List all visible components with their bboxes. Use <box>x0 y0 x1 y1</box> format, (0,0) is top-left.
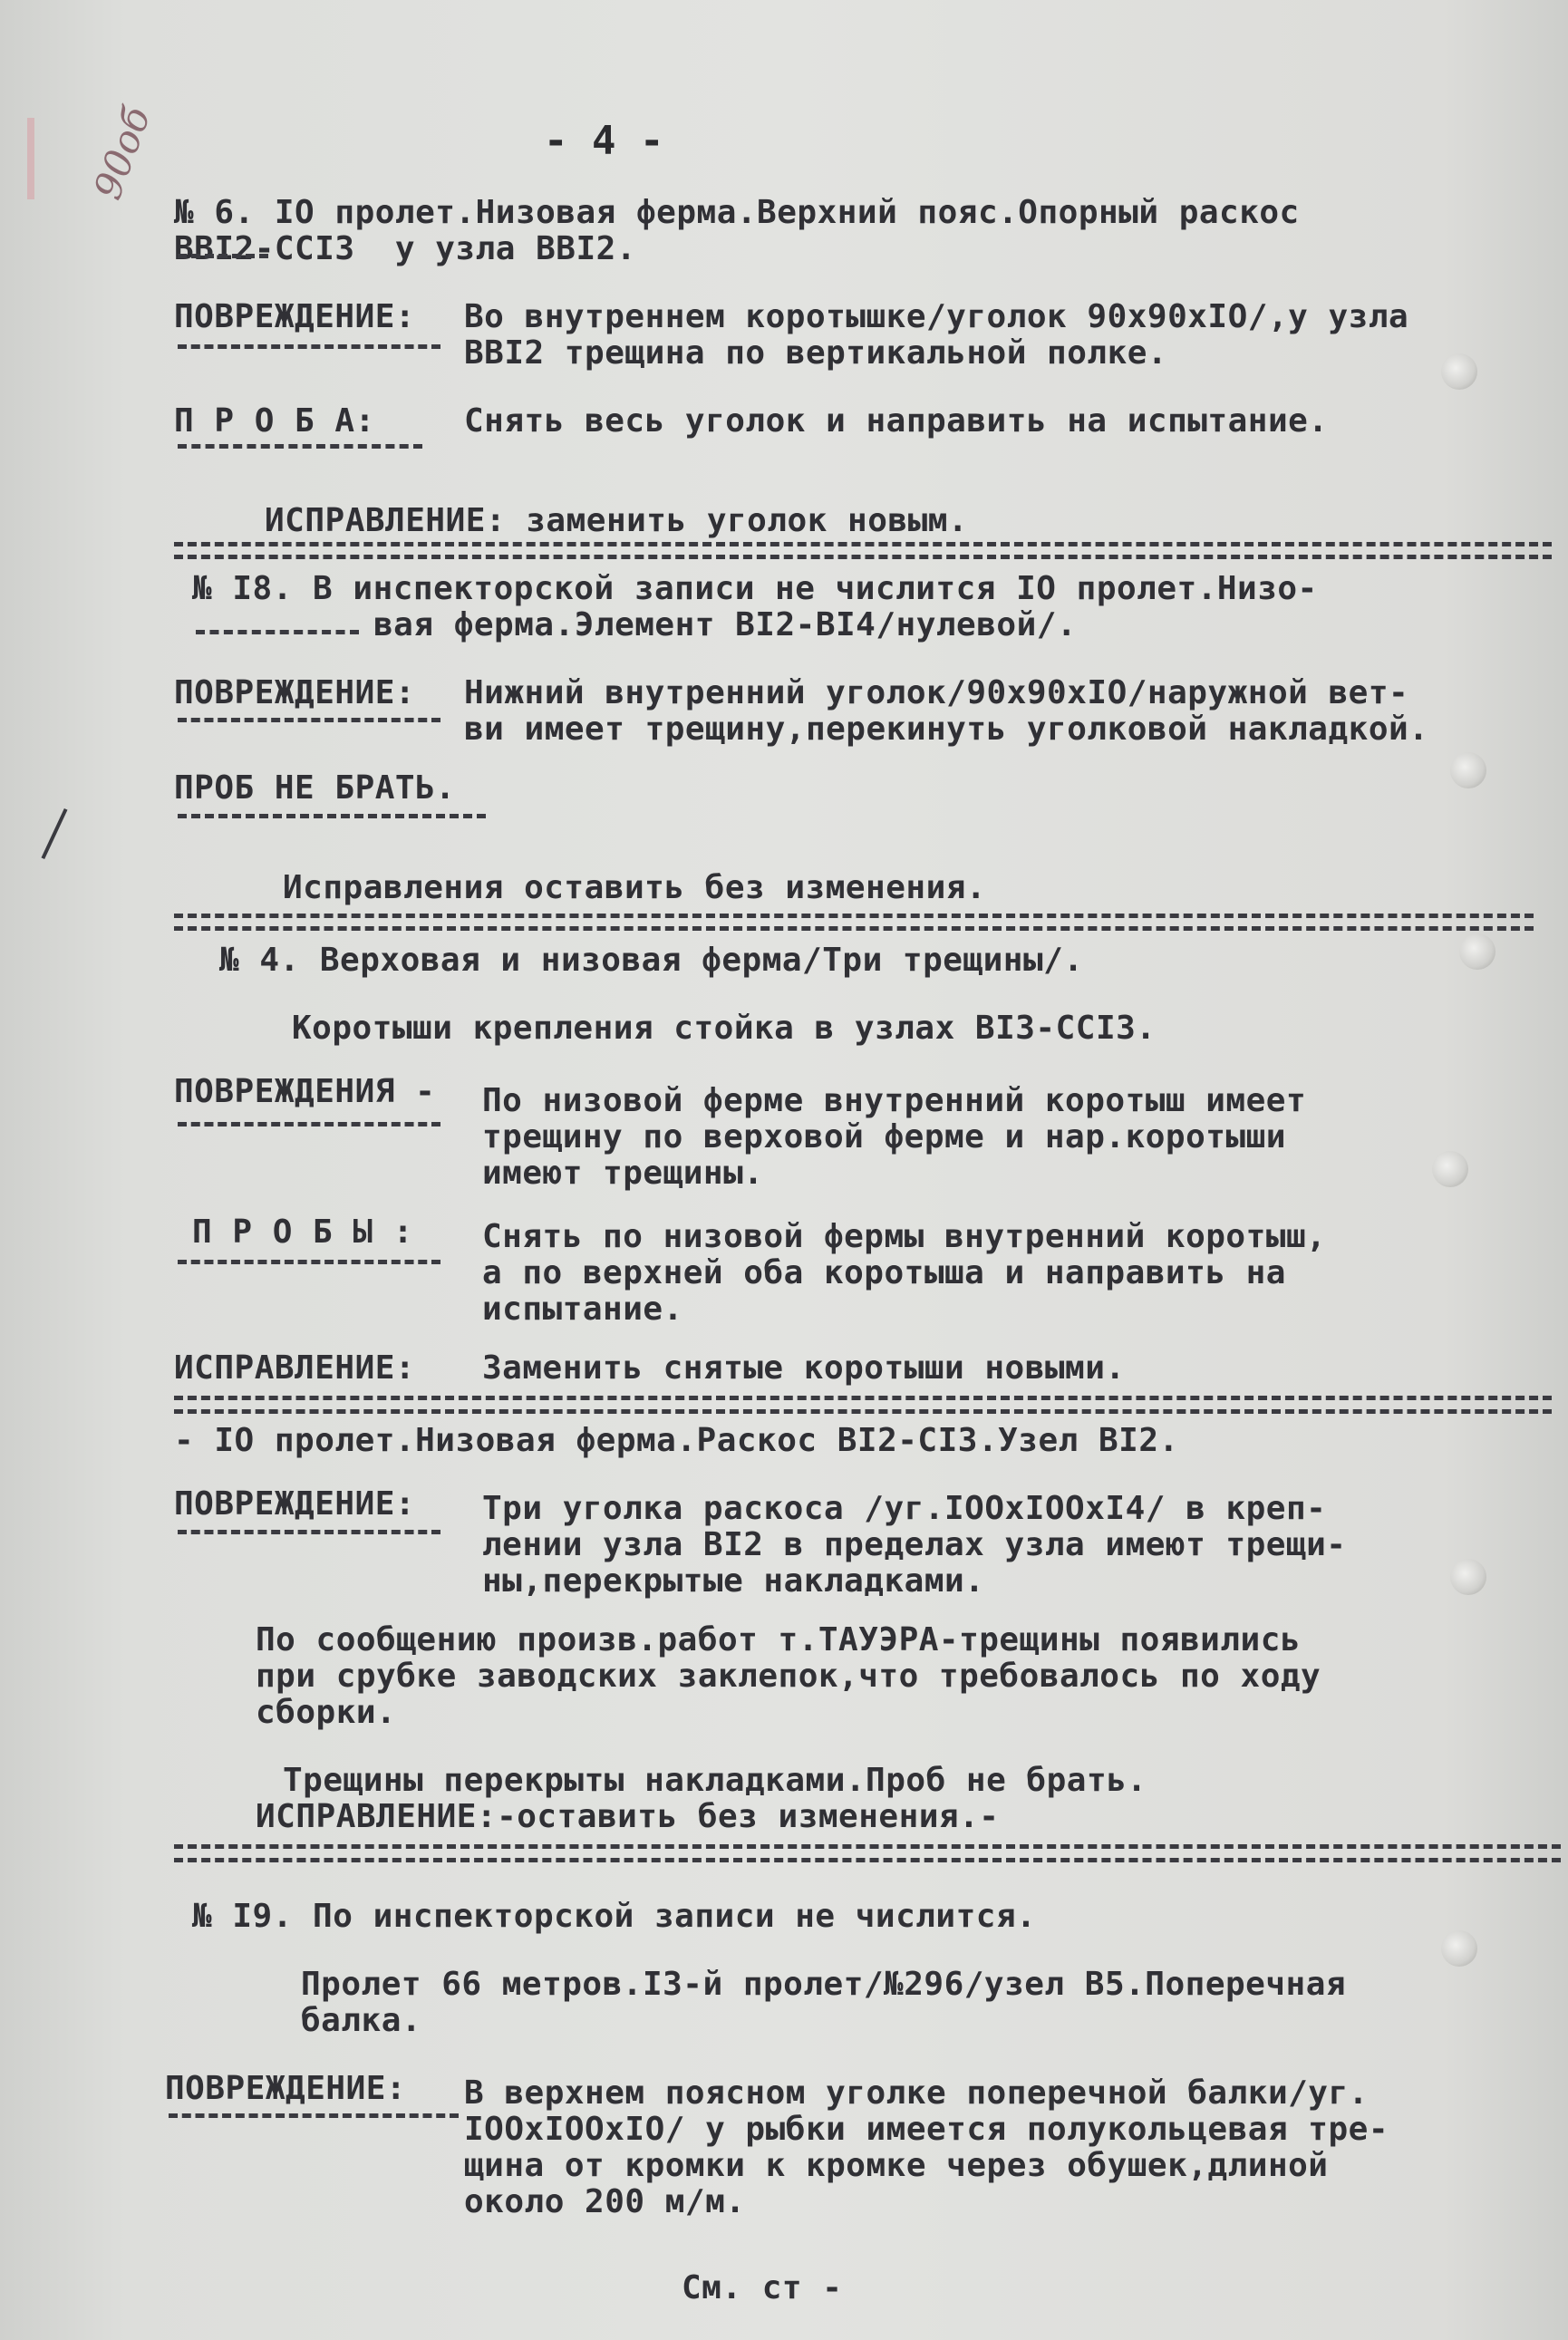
sec6-probe-1: Снять весь уголок и направить на испытание. <box>464 402 1329 440</box>
section-divider <box>174 926 1534 931</box>
sec4-damage-1: По низовой ферме внутренний коротыш имеет <box>482 1082 1307 1119</box>
sec19-damage-3: щина от кромки к кромке через обушек,длиной <box>464 2147 1329 2184</box>
sec19-header: № I9. По инспекторской записи не числится. <box>192 1898 1037 1935</box>
sec6-fix: ИСПРАВЛЕНИЕ: заменить уголок новым. <box>265 502 969 539</box>
sec4-subheader: Коротыши крепления стойка в узлах ВI3-ССI3. <box>292 1010 1157 1047</box>
punch-hole <box>1432 1151 1468 1187</box>
margin-note <box>73 91 181 218</box>
sec4-fix: Заменить снятые коротыши новыми. <box>482 1349 1126 1387</box>
sec18-fix: Исправления оставить без изменения. <box>283 869 987 906</box>
underline <box>178 254 268 258</box>
section-divider <box>174 1396 1552 1400</box>
sec4-probe-label: П Р О Б Ы : <box>192 1214 413 1251</box>
sec18-header-1: № I8. В инспекторской записи не числится IO пролет.Низо- <box>192 570 1318 607</box>
sec-io-damage-3: ны,перекрытые накладками. <box>482 1562 985 1600</box>
sec4-probe-1: Снять по низовой фермы внутренний коротыш, <box>482 1218 1327 1255</box>
sec6-probe-label: П Р О Б А: <box>174 402 375 440</box>
section-divider <box>174 1858 1561 1862</box>
sec-io-fix: ИСПРАВЛЕНИЕ:-оставить без изменения.- <box>256 1798 1000 1835</box>
sec6-damage-2: ВВI2 трещина по вертикальной полке. <box>464 334 1168 372</box>
punch-hole <box>1459 933 1495 970</box>
svg-text:90об: 90об <box>84 101 160 206</box>
pencil-tick-mark <box>42 808 68 859</box>
sec4-damage-2: трещину по верховой ферме и нар.коротыши <box>482 1118 1286 1155</box>
sec-io-note-2: при срубке заводских заклепок,что требовалось по ходу <box>256 1658 1321 1695</box>
section-divider <box>174 1844 1561 1849</box>
sec-io-covered: Трещины перекрыты накладками.Проб не брать. <box>283 1762 1147 1799</box>
sec19-damage-4: около 200 м/м. <box>464 2183 746 2220</box>
underline <box>178 1260 440 1264</box>
sec18-no-probe: ПРОБ НЕ БРАТЬ. <box>174 769 456 807</box>
punch-hole <box>1441 353 1477 390</box>
sec4-fix-label: ИСПРАВЛЕНИЕ: <box>174 1349 416 1387</box>
sec-io-damage-1: Три уголка раскоса /уг.IOOхIOOхI4/ в креп- <box>482 1490 1327 1527</box>
sec4-probe-3: испытание. <box>482 1291 683 1328</box>
sec-io-note-3: сборки. <box>256 1694 397 1731</box>
underline <box>178 814 486 818</box>
underline <box>178 1530 440 1534</box>
punch-hole <box>1441 1930 1477 1967</box>
sec18-damage-2: ви имеет трещину,перекинуть уголковой накладкой. <box>464 711 1429 748</box>
sec6-header-1: № 6. IO пролет.Низовая ферма.Верхний пояс.Опорный раскос <box>174 194 1300 231</box>
section-divider <box>174 1409 1552 1414</box>
sec19-sub-1: Пролет 66 метров.I3-й пролет/№296/узел В5.Поперечная <box>301 1966 1347 2003</box>
sec4-damage-label: ПОВРЕЖДЕНИЯ - <box>174 1073 436 1110</box>
section-divider <box>174 914 1534 918</box>
punch-hole <box>1450 752 1486 788</box>
underline <box>169 2113 459 2118</box>
sec-io-damage-2: лении узла ВI2 в пределах узла имеют трещи- <box>482 1526 1347 1563</box>
sec19-damage-label: ПОВРЕЖДЕНИЕ: <box>165 2070 407 2107</box>
sec-io-damage-label: ПОВРЕЖДЕНИЕ: <box>174 1485 416 1523</box>
punch-hole <box>1450 1559 1486 1595</box>
sec19-damage-2: IOOхIOOхIO/ у рыбки имеется полукольцевая тре- <box>464 2111 1389 2148</box>
sec6-damage-1: Во внутреннем коротышке/уголок 90х90хIO/,у узла <box>464 298 1409 335</box>
sec6-header-2: ВВI2-ССI3 у узла ВВI2. <box>174 230 636 267</box>
sec4-probe-2: а по верхней оба коротыша и направить на <box>482 1254 1286 1291</box>
sec-io-note-1: По сообщению произв.работ т.ТАУЭРА-трещины появились <box>256 1621 1302 1658</box>
sec19-sub-2: балка. <box>301 2002 422 2039</box>
underline <box>178 444 422 449</box>
sec19-damage-1: В верхнем поясном уголке поперечной балки/уг. <box>464 2074 1369 2112</box>
underline <box>178 718 440 722</box>
footer-continued: См. ст - <box>682 2269 843 2306</box>
sec4-damage-3: имеют трещины. <box>482 1155 764 1192</box>
sec6-damage-label: ПОВРЕЖДЕНИЕ: <box>174 298 416 335</box>
sec18-header-2: вая ферма.Элемент ВI2-ВI4/нулевой/. <box>373 606 1078 643</box>
underline <box>178 1122 440 1126</box>
sec18-damage-1: Нижний внутренний уголок/90х90хIO/наружной вет- <box>464 674 1409 711</box>
sec4-header: № 4. Верховая и низовая ферма/Три трещины/. <box>219 942 1084 979</box>
underline <box>196 630 359 634</box>
section-divider <box>174 555 1552 559</box>
red-margin-mark <box>27 118 34 199</box>
sec18-damage-label: ПОВРЕЖДЕНИЕ: <box>174 674 416 711</box>
underline <box>178 344 440 349</box>
sec-io-header: - IO пролет.Низовая ферма.Раскос ВI2-СI3.Узел ВI2. <box>174 1422 1179 1459</box>
page-number: - 4 - <box>544 118 664 164</box>
section-divider <box>174 542 1552 546</box>
